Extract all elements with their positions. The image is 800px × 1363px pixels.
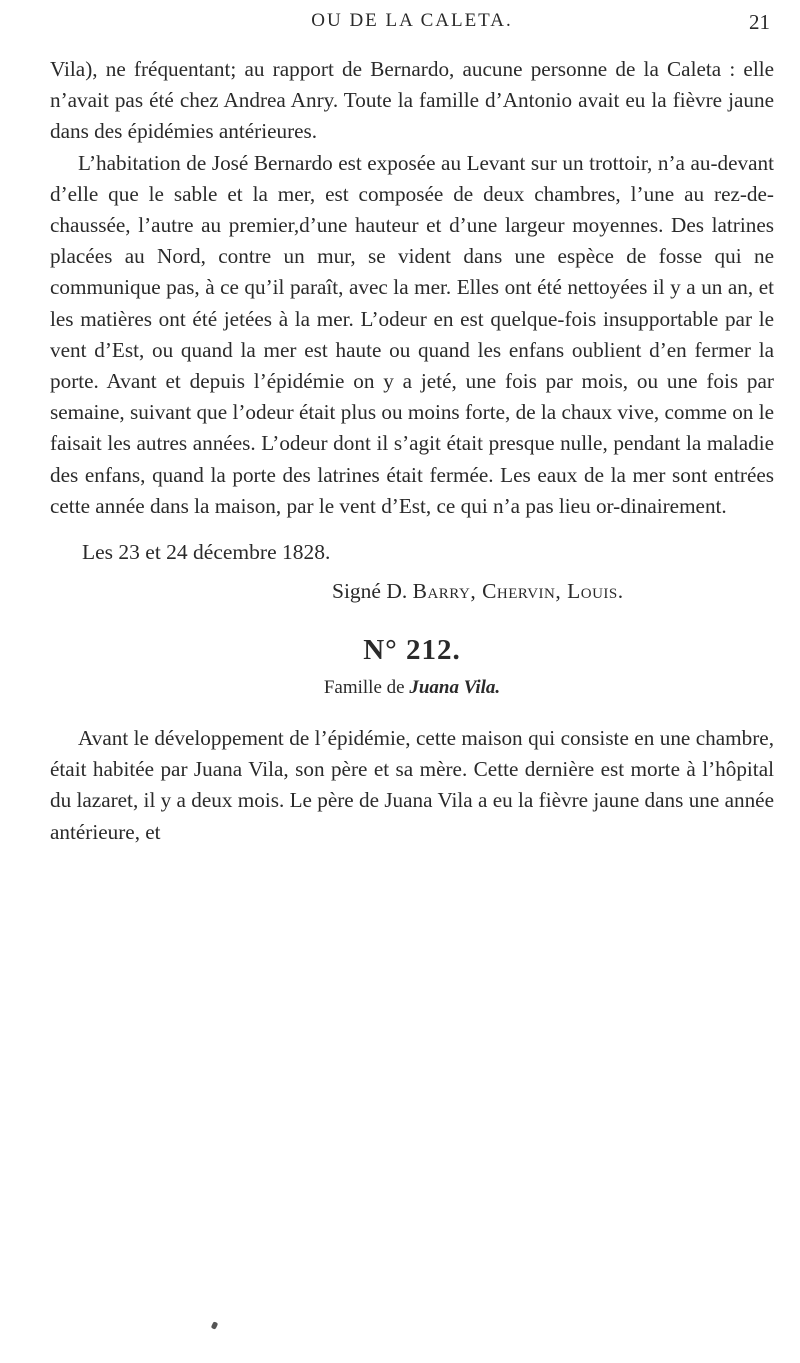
entry-paragraph-1: Avant le développement de l’épidémie, cette maison qui consiste en une chambre, était habitée par Juana Vila, son père et sa mère. Cette dernière est morte à l’hôpital du lazaret, il y a deux mois. Le père de Juana Vila a eu la fièvre jaune dans une année antérieure, et [50, 726, 774, 844]
page-number: 21 [749, 10, 770, 34]
family-heading-name: Juana Vila. [409, 677, 501, 699]
body-text [50, 54, 774, 522]
entry-number: N° 212. [363, 634, 461, 667]
family-heading [50, 677, 774, 699]
running-head [50, 10, 774, 50]
paragraph-2: L’habitation de José Bernardo est exposée au Levant sur un trottoir, n’a au-devant d’elle que le sable et la mer, est composée de deux chambres, l’une au rez-de-chaussée, l’autre au premier,d’une hauteur et d’une largeur moyennes. Des latrines placées au Nord, contre un mur, se vident dans une espèce de fosse qui ne communique pas, à ce qu’il paraît, avec la mer. Elles ont été nettoyées il y a un an, et les matières ont été jetées à la mer. L’odeur en est quelque-fois insupportable par le vent d’Est, ou quand la mer est haute ou quand les enfans oublient d’en fermer la porte. Avant et depuis l’épidémie on y a jeté, une fois par mois, ou une fois par semaine, suivant que l’odeur était plus ou moins forte, de la chaux vive, comme on le faisait les autres années. L’odeur dont il s’agit était presque nulle, pendant la maladie des enfans, quand la porte des latrines était fermée. Les eaux de la mer sont entrées cette année dans la maison, par le vent d’Est, ce qui n’a pas lieu or-dinairement. [50, 150, 774, 518]
signature-prefix: Signé D. [332, 579, 408, 604]
paragraph-1: Vila), ne fréquentant; au rapport de Bernardo, aucune personne de la Caleta : elle n’avait pas été chez Andrea Anry. Toute la famille d’Antonio avait eu la fièvre jaune dans des épidémies antérieures. [50, 57, 774, 144]
running-title: OU DE LA CALETA. [311, 10, 513, 31]
signature-line [332, 579, 774, 604]
entry-text [50, 723, 774, 848]
signature-names: Barry, Chervin, Louis. [412, 579, 624, 604]
date-line: Les 23 et 24 décembre 1828. [82, 540, 331, 565]
family-heading-prefix: Famille de [323, 677, 405, 699]
